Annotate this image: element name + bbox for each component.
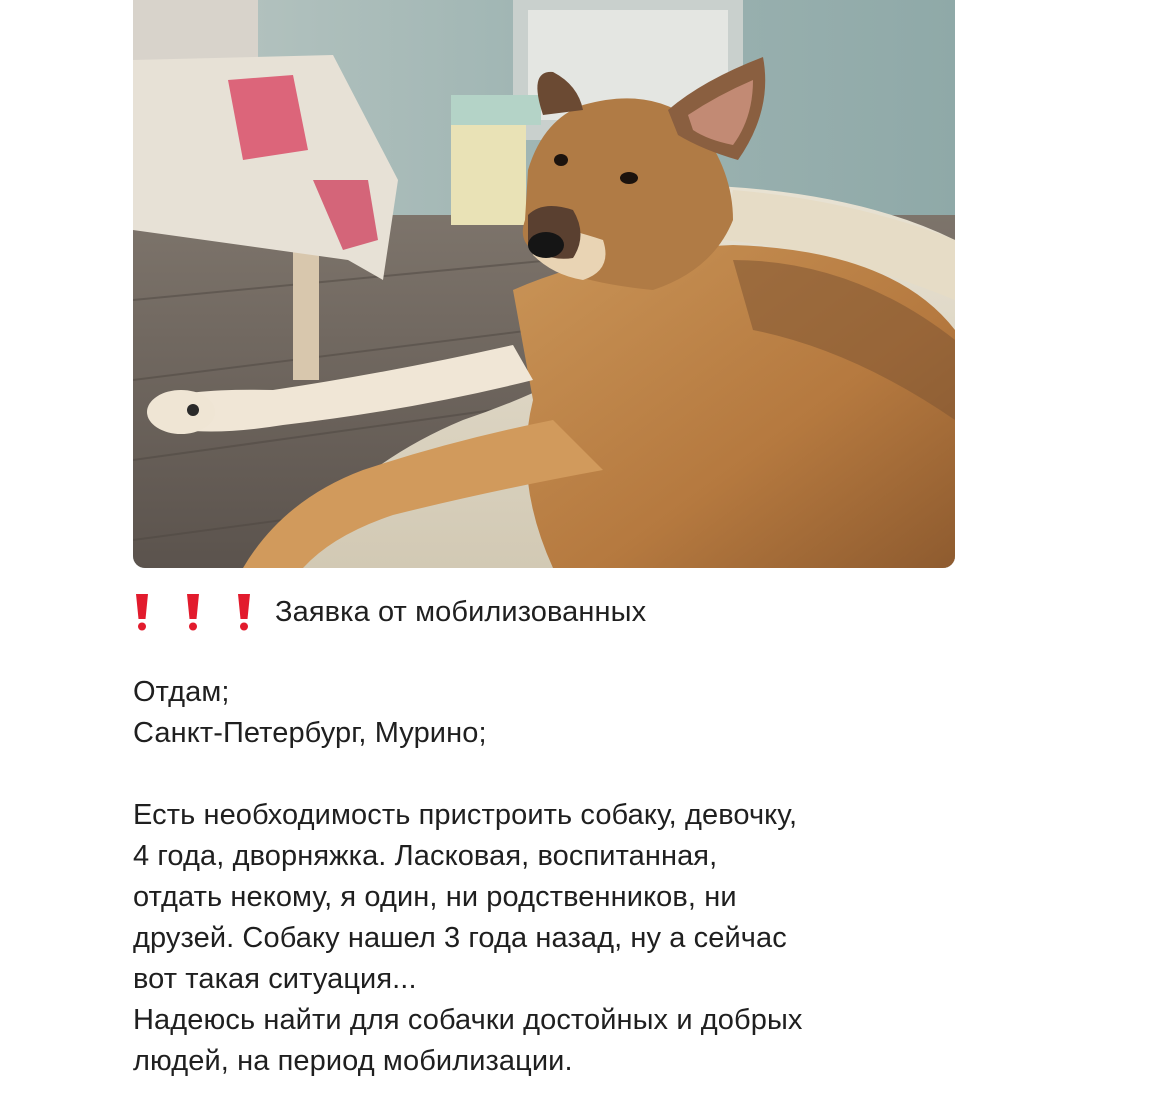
paragraph-gap — [133, 754, 1013, 795]
dog-photo-image — [133, 0, 955, 568]
offer-type: Отдам; — [133, 676, 230, 708]
exclamation-icon — [133, 592, 151, 632]
headline — [133, 588, 646, 636]
location: Санкт-Петербург, Мурино; — [133, 717, 487, 749]
story-line: вот такая ситуация... — [133, 963, 417, 995]
exclamation-icon — [235, 592, 253, 632]
post-body — [133, 672, 1013, 1082]
story-line: отдать некому, я один, ни родственников, ни — [133, 881, 737, 913]
exclamation-marks — [133, 592, 253, 632]
story-line: Надеюсь найти для собачки достойных и добрых — [133, 1004, 803, 1036]
story-line: Есть необходимость пристроить собаку, девочку, — [133, 799, 798, 831]
story-line: людей, на период мобилизации. — [133, 1045, 573, 1077]
headline-text: Заявка от мобилизованных — [275, 596, 647, 628]
exclamation-icon — [184, 592, 202, 632]
story-line: 4 года, дворняжка. Ласковая, воспитанная, — [133, 840, 718, 872]
story-line: друзей. Собаку нашел 3 года назад, ну а сейчас — [133, 922, 787, 954]
dog-photo[interactable] — [133, 0, 955, 568]
